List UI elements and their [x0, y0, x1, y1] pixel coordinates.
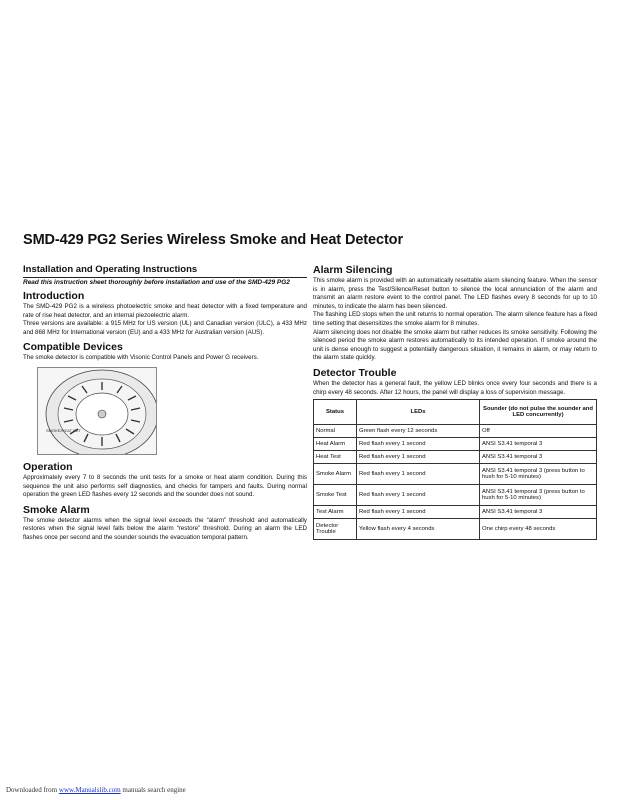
table-cell: Red flash every 1 second [357, 485, 480, 506]
table-row [314, 438, 597, 451]
trouble-paragraph: When the detector has a general fault, the yellow LED blinks once every four seconds and there is a chirp every 48 seconds. After 12 hours, the panel will display a loss of supervision message. [313, 379, 597, 396]
table-cell: ANSI S3.41 temporal 3 [480, 438, 597, 451]
footer-suffix: manuals search engine [120, 786, 186, 794]
smoke-detector-illustration [38, 368, 156, 454]
status-table [313, 399, 597, 540]
table-row [314, 485, 597, 506]
table-cell: Test Alarm [314, 506, 357, 519]
install-heading: Installation and Operating Instructions [23, 264, 198, 275]
table-cell: Smoke Test [314, 485, 357, 506]
header-leds: LEDs [357, 400, 480, 425]
table-cell: One chirp every 48 seconds [480, 519, 597, 540]
smoke-alarm-heading: Smoke Alarm [23, 503, 90, 516]
manualslib-link[interactable]: www.Manualslib.com [58, 786, 121, 794]
table-cell: ANSI S3.41 temporal 3 (press button to hush for 5-10 minutes) [480, 464, 597, 485]
table-cell: Normal [314, 425, 357, 438]
footer-prefix: Downloaded from [6, 786, 59, 794]
table-header-row [314, 400, 597, 425]
table-cell: Yellow flash every 4 seconds [357, 519, 480, 540]
header-status: Status [314, 400, 357, 425]
table-cell: Red flash every 1 second [357, 451, 480, 464]
operation-paragraph: Approximately every 7 to 8 seconds the unit tests for a smoke or heat alarm condition. During this sequence the unit also performs self diagnostics, and checks for tampers and faults. During normal operation the green LED flashes every 12 seconds and the sounder does not sound. [23, 473, 307, 499]
figure-label: SMOKE/HEAT DET [46, 427, 81, 433]
table-cell: ANSI S3.41 temporal 3 (press button to hush for 5-10 minutes) [480, 485, 597, 506]
table-cell: ANSI S3.41 temporal 3 [480, 506, 597, 519]
table-cell: Red flash every 1 second [357, 438, 480, 451]
table-cell: Heat Alarm [314, 438, 357, 451]
compatible-heading: Compatible Devices [23, 341, 123, 354]
smoke-alarm-paragraph: The smoke detector alarms when the signal level exceeds the “alarm” threshold and automatically restores when the signal level falls below the alarm “restore” threshold. During an alarm the LED flashes once per second and the sounder sounds the evacuation temporal pattern. [23, 516, 307, 541]
left-column [23, 264, 307, 543]
silencing-paragraph-2: The flashing LED stops when the unit returns to normal operation. The alarm silence feature has a fixed time setting that desensitizes the smoke alarm for 8 minutes. [313, 311, 597, 327]
table-cell: Green flash every 12 seconds [357, 425, 480, 438]
header-sounder: Sounder (do not pulse the sounder and LED concurrently) [480, 400, 597, 425]
table-row [314, 451, 597, 464]
table-cell: ANSI S3.41 temporal 3 [480, 451, 597, 464]
right-column [313, 264, 597, 540]
intro-paragraph-2: Three versions are available: a 915 MHz for US version (UL) and Canadian version (ULC), a 433 MHz and 868 MHz for International version (EU) and a 433 MHz for Australian version (AUS). [23, 320, 307, 336]
download-footer [6, 786, 186, 794]
table-cell: Smoke Alarm [314, 464, 357, 485]
intro-paragraph-1: The SMD-429 PG2 is a wireless photoelectric smoke and heat detector with a fixed temperature and rate of rise heat detector, and an internal piezoelectric alarm. [23, 303, 307, 319]
detector-image [37, 367, 157, 455]
table-cell: Off [480, 425, 597, 438]
table-row [314, 425, 597, 438]
install-note: Read this instruction sheet thoroughly before installation and use of the SMD-429 PG2 [23, 277, 307, 286]
document-title: SMD-429 PG2 Series Wireless Smoke and Heat Detector [23, 232, 403, 248]
intro-heading: Introduction [23, 290, 85, 302]
alarm-silencing-heading: Alarm Silencing [313, 264, 393, 276]
table-cell: Detector Trouble [314, 519, 357, 540]
table-cell: Heat Test [314, 451, 357, 464]
table-cell: Red flash every 1 second [357, 464, 480, 485]
table-row [314, 464, 597, 485]
table-cell: Red flash every 1 second [357, 506, 480, 519]
silencing-paragraph-3: Alarm silencing does not disable the smoke alarm but rather reduces its smoke sensitivity. Following the silenced period the smoke alarm restores automatically to its intended operation. If smoke around the unit is dense enough to suggest a potentially dangerous situation, it remains in alarm, or may return to the alarm state quickly. [313, 328, 597, 362]
compatible-paragraph: The smoke detector is compatible with Visonic Control Panels and Power G receivers. [23, 354, 259, 362]
detector-trouble-heading: Detector Trouble [313, 366, 397, 379]
silencing-paragraph-1: This smoke alarm is provided with an automatically resettable alarm silencing feature. When the sensor is in alarm, press the Test/Silence/Reset button to silence the local annunciation of the alarm and transmit an alarm restore event to the control panel. The LED flashes every 8 seconds for up to 10 minutes, to indicate the alarm has been silenced. [313, 277, 597, 310]
table-row [314, 519, 597, 540]
operation-heading: Operation [23, 460, 73, 473]
table-row [314, 506, 597, 519]
